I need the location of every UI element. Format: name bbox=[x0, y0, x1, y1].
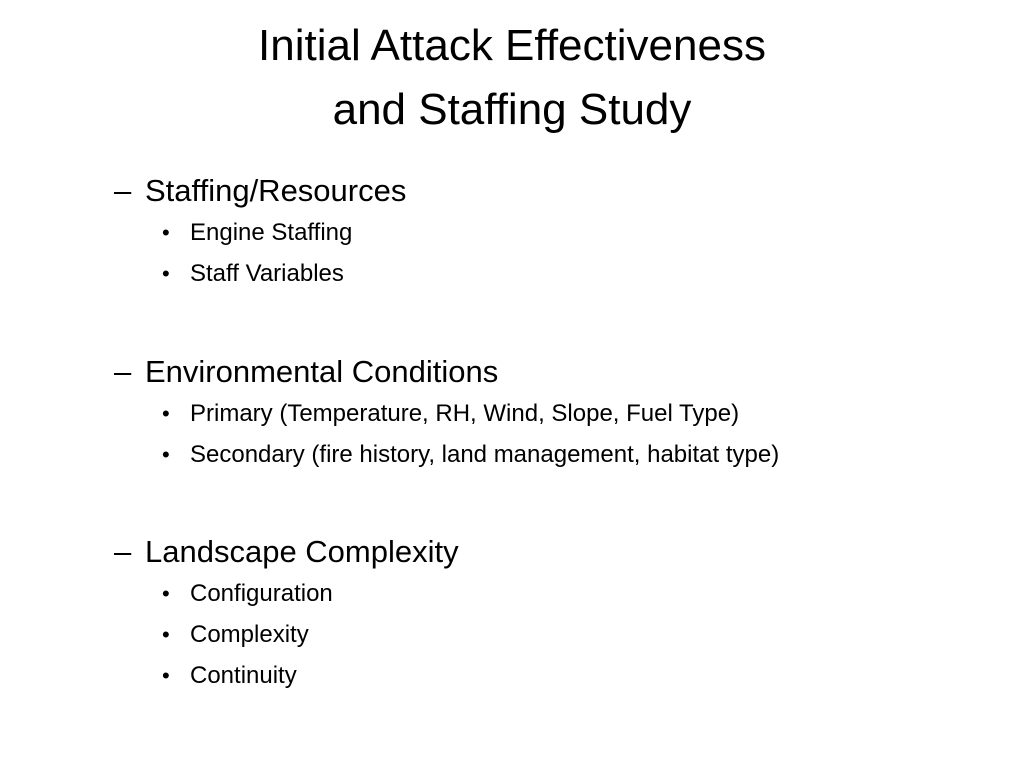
dash-icon: – bbox=[114, 173, 132, 208]
section-environmental-conditions bbox=[114, 351, 974, 475]
slide-title-line-1: Initial Attack Effectiveness bbox=[258, 21, 766, 70]
list-item-text: Continuity bbox=[190, 662, 297, 689]
bullet-icon: • bbox=[162, 581, 170, 606]
bullet-icon: • bbox=[162, 220, 170, 245]
section-heading bbox=[114, 170, 974, 212]
list-item-text: Complexity bbox=[190, 621, 309, 648]
list-item bbox=[114, 614, 974, 655]
bullet-icon: • bbox=[162, 622, 170, 647]
dash-icon: – bbox=[114, 354, 132, 389]
list-item-text: Configuration bbox=[190, 580, 333, 607]
section-heading-text: Staffing/Resources bbox=[145, 173, 407, 208]
bullet-icon: • bbox=[162, 663, 170, 688]
list-item-text: Secondary (fire history, land management, habitat type) bbox=[190, 441, 780, 468]
list-item bbox=[114, 393, 974, 434]
list-item-text: Engine Staffing bbox=[190, 219, 353, 246]
slide-title-line-2: and Staffing Study bbox=[332, 85, 692, 134]
list-item bbox=[114, 655, 974, 696]
list-item-text: Primary (Temperature, RH, Wind, Slope, Fuel Type) bbox=[190, 400, 740, 427]
list-item-text: Staff Variables bbox=[190, 260, 344, 287]
bullet-icon: • bbox=[162, 261, 170, 286]
section-heading bbox=[114, 351, 974, 393]
list-item bbox=[114, 253, 974, 294]
bullet-icon: • bbox=[162, 442, 170, 467]
list-item bbox=[114, 573, 974, 614]
slide-title bbox=[0, 14, 1024, 142]
bullet-icon: • bbox=[162, 401, 170, 426]
section-heading-text: Environmental Conditions bbox=[145, 354, 499, 389]
list-item bbox=[114, 434, 974, 475]
section-landscape-complexity bbox=[114, 531, 974, 696]
list-item bbox=[114, 212, 974, 253]
section-heading bbox=[114, 531, 974, 573]
section-heading-text: Landscape Complexity bbox=[145, 534, 459, 569]
section-staffing-resources bbox=[114, 170, 974, 294]
dash-icon: – bbox=[114, 534, 132, 569]
